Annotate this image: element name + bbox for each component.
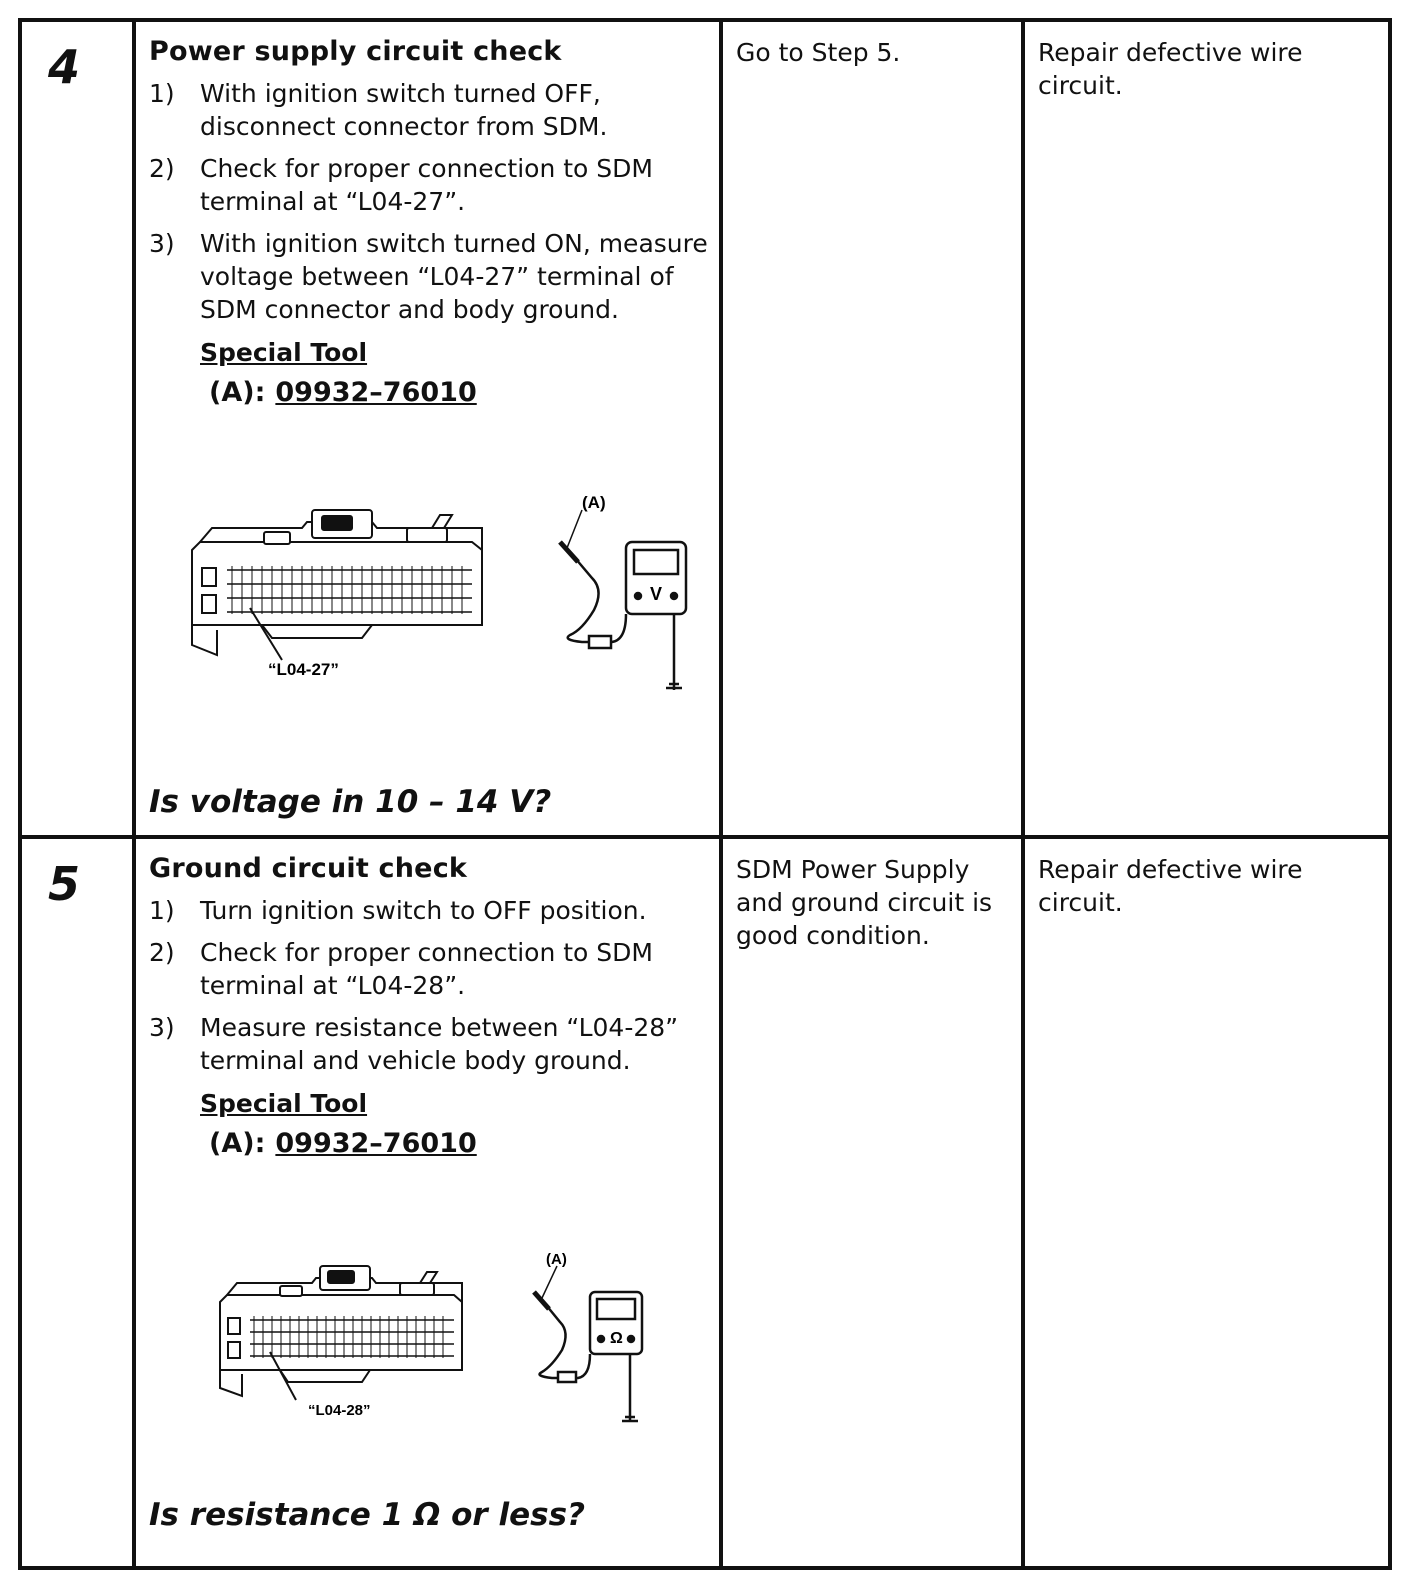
check-question: Is voltage in 10 – 14 V? xyxy=(149,784,552,820)
probe-label: (A) xyxy=(546,1251,567,1268)
step-row-4 xyxy=(22,22,1388,835)
step-row-5 xyxy=(22,839,1388,1570)
sdm-connector-illustration xyxy=(192,510,482,660)
special-tool-heading: Special Tool xyxy=(200,338,368,367)
diagnostic-table xyxy=(18,18,1392,1570)
connector-voltmeter-figure xyxy=(182,470,702,690)
terminal-label: “L04-27” xyxy=(268,660,339,679)
procedure-step: 1) Turn ignition switch to OFF position. xyxy=(149,896,647,925)
voltmeter-illustration xyxy=(560,510,686,690)
meter-symbol: Ω xyxy=(610,1330,623,1347)
procedure-step: 3) With ignition switch turned ON, measure voltage between “L04-27” terminal of SDM connector and body ground. xyxy=(149,229,708,324)
procedure-cell xyxy=(149,853,719,1162)
special-tool-heading: Special Tool xyxy=(200,1089,368,1118)
procedure-step: 2) Check for proper connection to SDM terminal at “L04-28”. xyxy=(149,938,653,1000)
check-question: Is resistance 1 Ω or less? xyxy=(149,1497,586,1533)
probe-label: (A) xyxy=(582,493,606,512)
terminal-label: “L04-28” xyxy=(308,1402,371,1419)
connector-ohmmeter-figure xyxy=(212,1232,672,1432)
sdm-connector-illustration xyxy=(220,1266,462,1400)
procedure-step: 1) With ignition switch turned OFF, disconnect connector from SDM. xyxy=(149,79,608,141)
procedure-steps xyxy=(149,894,719,1077)
procedure-steps xyxy=(149,77,719,326)
procedure-title: Ground circuit check xyxy=(149,853,468,884)
yes-result: Go to Step 5. xyxy=(736,38,901,67)
ohmmeter-illustration xyxy=(534,1266,642,1422)
special-tool-number: (A): 09932–76010 xyxy=(209,1128,477,1159)
step-number: 5 xyxy=(48,857,81,911)
yes-result: SDM Power Supply and ground circuit is good condition. xyxy=(736,855,993,950)
procedure-step: 2) Check for proper connection to SDM terminal at “L04-27”. xyxy=(149,154,653,216)
procedure-title: Power supply circuit check xyxy=(149,36,562,67)
no-result: Repair defective wire circuit. xyxy=(1038,38,1303,100)
no-result: Repair defective wire circuit. xyxy=(1038,855,1303,917)
step-number: 4 xyxy=(48,40,81,94)
special-tool-number: (A): 09932–76010 xyxy=(209,377,477,408)
procedure-step: 3) Measure resistance between “L04-28” terminal and vehicle body ground. xyxy=(149,1013,679,1075)
meter-symbol: V xyxy=(650,584,663,604)
procedure-cell xyxy=(149,36,719,411)
